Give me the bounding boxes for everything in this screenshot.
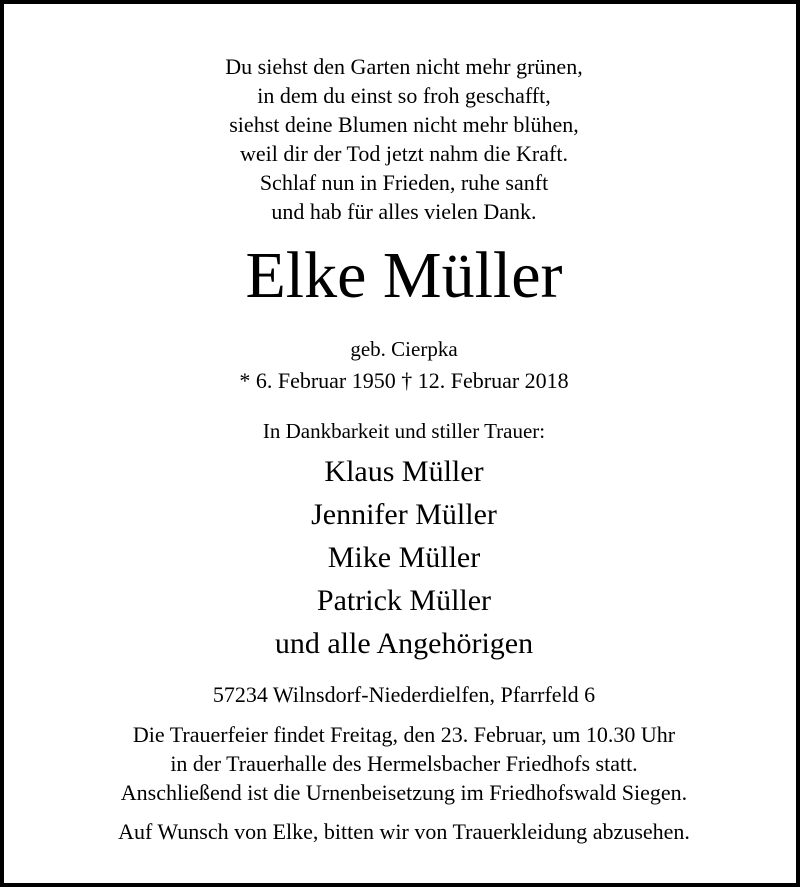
address: 57234 Wilnsdorf-Niederdielfen, Pfarrfeld 6 [212,682,596,707]
life-dates: * 6. Februar 1950 † 12. Februar 2018 [239,368,569,393]
service-line: in der Trauerhalle des Hermelsbacher Friedhofs statt. [170,751,638,776]
poem-line: und hab für alles vielen Dank. [271,199,537,224]
service-line: Die Trauerfeier findet Freitag, den 23. Februar, um 10.30 Uhr [132,722,676,747]
deceased-name: Elke Müller [245,239,563,312]
mourners-intro: In Dankbarkeit und stiller Trauer: [262,419,546,443]
mourner-name: Mike Müller [327,541,481,574]
service-line: Anschließend ist die Urnenbeisetzung im Friedhofswald Siegen. [120,780,688,805]
poem-line: Schlaf nun in Frieden, ruhe sanft [259,170,549,195]
poem-line: siehst deine Blumen nicht mehr blühen, [229,112,579,137]
mourner-name: Patrick Müller [316,584,492,617]
poem-line: in dem du einst so froh geschafft, [257,83,551,108]
attire-note: Auf Wunsch von Elke, bitten wir von Trauerkleidung abzusehen. [118,819,690,844]
mourner-relatives: und alle Angehörigen [274,627,534,660]
poem-line: Du siehst den Garten nicht mehr grünen, [225,54,583,79]
birth-name: geb. Cierpka [350,337,458,361]
mourner-name: Jennifer Müller [311,498,497,531]
mourner-name: Klaus Müller [324,455,484,488]
poem-line: weil dir der Tod jetzt nahm die Kraft. [240,141,568,166]
